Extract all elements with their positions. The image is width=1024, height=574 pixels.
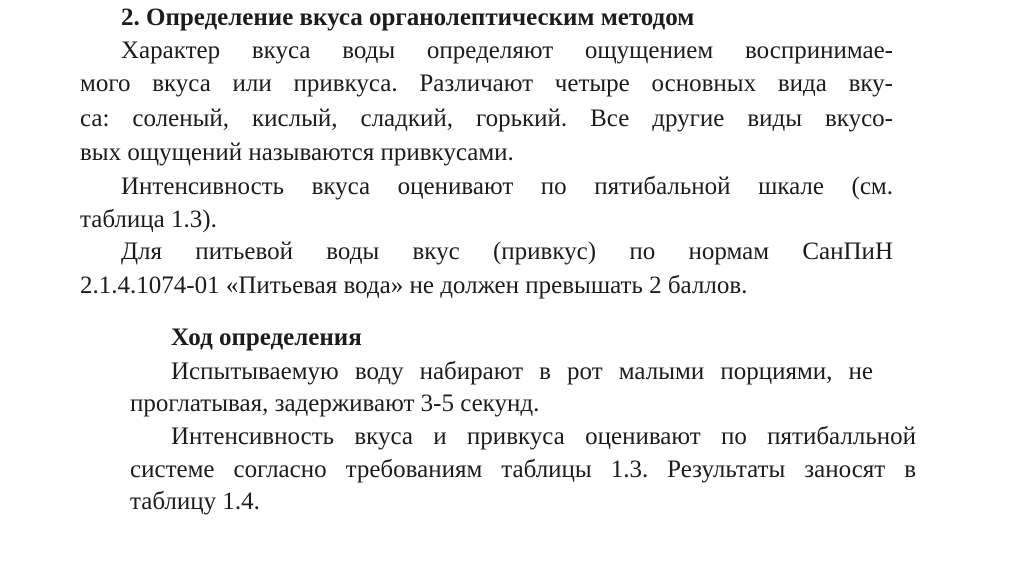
section-1-paragraph-1-line-1: Характер вкуса воды определяют ощущением воспринимае-	[121, 37, 893, 64]
section-1-paragraph-1-line-3: са: соленый, кислый, сладкий, горький. Все другие виды вкусо-	[80, 105, 893, 132]
section-2-title: Ход определения	[171, 324, 362, 351]
section-2-paragraph-2-line-2: системе согласно требованиям таблицы 1.3. Результаты заносят в	[130, 456, 916, 483]
section-1-paragraph-1-line-2: мого вкуса или привкуса. Различают четыре основных вида вку-	[80, 70, 893, 97]
section-1-paragraph-1-line-4: вых ощущений называются привкусами.	[80, 139, 514, 166]
section-2-paragraph-1-line-1: Испытываемую воду набирают в рот малыми порциями, не	[171, 358, 873, 385]
section-1-paragraph-2-line-1: Интенсивность вкуса оценивают по пятибальной шкале (см.	[121, 173, 893, 200]
section-1-paragraph-3-line-2: 2.1.4.1074-01 «Питьевая вода» не должен превышать 2 баллов.	[80, 272, 748, 299]
section-1-paragraph-3-line-1: Для питьевой воды вкус (привкус) по нормам СанПиН	[121, 238, 893, 265]
section-2-paragraph-1-line-2: проглатывая, задерживают 3-5 секунд.	[130, 390, 540, 417]
section-1-title: 2. Определение вкуса органолептическим методом	[121, 4, 695, 31]
section-2-paragraph-2-line-1: Интенсивность вкуса и привкуса оценивают по пятибалльной	[171, 423, 916, 450]
section-1-paragraph-2-line-2: таблица 1.3).	[80, 206, 217, 233]
section-2-paragraph-2-line-3: таблицу 1.4.	[130, 488, 260, 515]
